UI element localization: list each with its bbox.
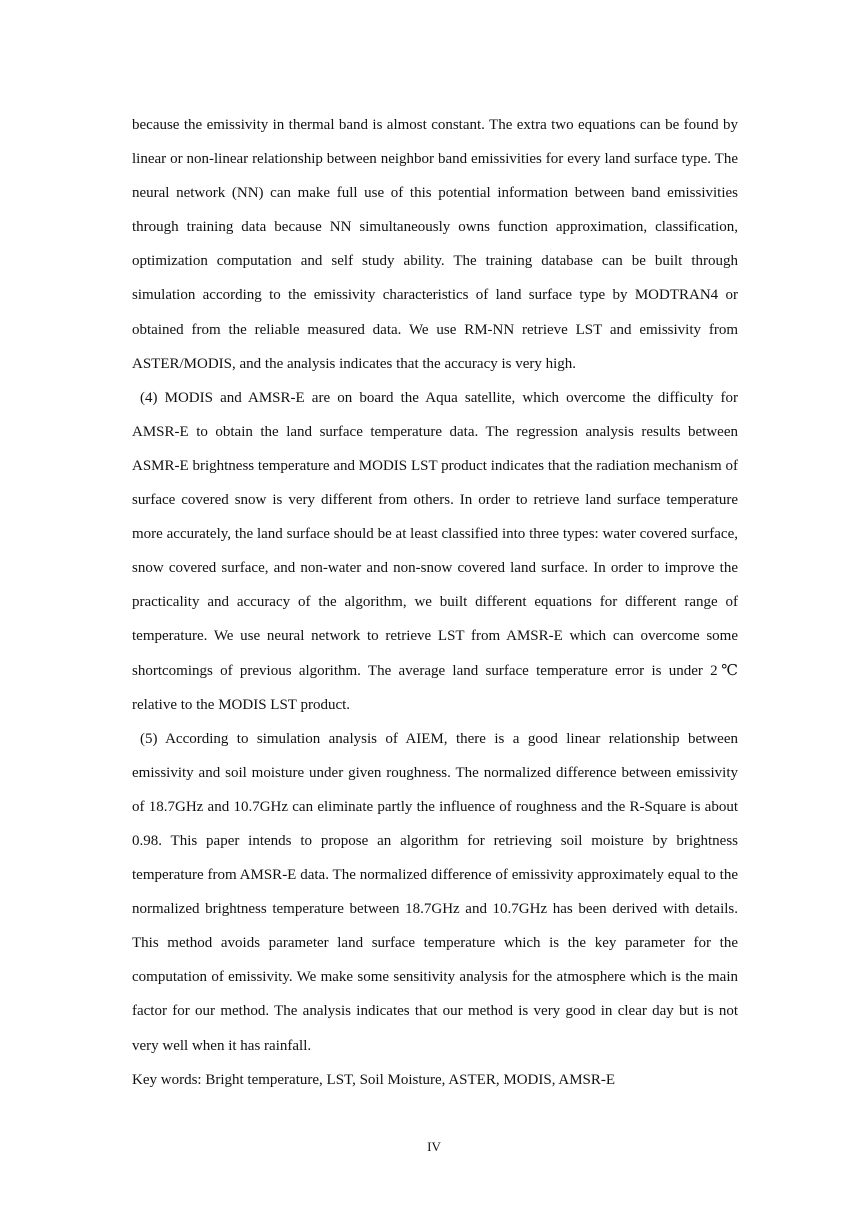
paragraph-continuation: because the emissivity in thermal band is almost constant. The extra two equations can be found by linear or non-linear relationship between neighbor band emissivities for every land surface type. The neural network (NN) can make full use of this potential information between band emissivities through training data because NN simultaneously owns function approximation, classification, optimization computation and self study ability. The training database can be built through simulation according to the emissivity characteristics of land surface type by MODTRAN4 or obtained from the reliable measured data. We use RM-NN retrieve LST and emissivity from ASTER/MODIS, and the analysis indicates that the accuracy is very high.	[132, 117, 738, 372]
paragraph-item-5: (5) According to simulation analysis of AIEM, there is a good linear relationship between emissivity and soil moisture under given roughness. The normalized difference between emissivity of 18.7GHz and 10.7GHz can eliminate partly the influence of roughness and the R-Square is about 0.98. This paper intends to propose an algorithm for retrieving soil moisture by brightness temperature from AMSR-E data. The normalized difference of emissivity approximately equal to the normalized brightness temperature between 18.7GHz and 10.7GHz has been derived with details. This method avoids parameter land surface temperature which is the key parameter for the computation of emissivity. We make some sensitivity analysis for the atmosphere which is the main factor for our method. The analysis indicates that our method is very good in clear day but is not very well when it has rainfall.	[132, 730, 738, 1054]
keywords-line: Key words: Bright temperature, LST, Soil Moisture, ASTER, MODIS, AMSR-E	[132, 1071, 616, 1088]
page-number: IV	[427, 1139, 441, 1154]
paragraph-item-4: (4) MODIS and AMSR-E are on board the Aqua satellite, which overcome the difficulty for AMSR-E to obtain the land surface temperature data. The regression analysis results between ASMR-E brightness temperature and MODIS LST product indicates that the radiation mechanism of surface covered snow is very different from others. In order to retrieve land surface temperature more accurately, the land surface should be at least classified into three types: water covered surface, snow covered surface, and non-water and non-snow covered land surface. In order to improve the practicality and accuracy of the algorithm, we built different equations for different range of temperature. We use neural network to retrieve LST from AMSR-E which can overcome some shortcomings of previous algorithm. The average land surface temperature error is under 2℃ relative to the MODIS LST product.	[132, 389, 738, 713]
abstract-body	[132, 108, 738, 1097]
